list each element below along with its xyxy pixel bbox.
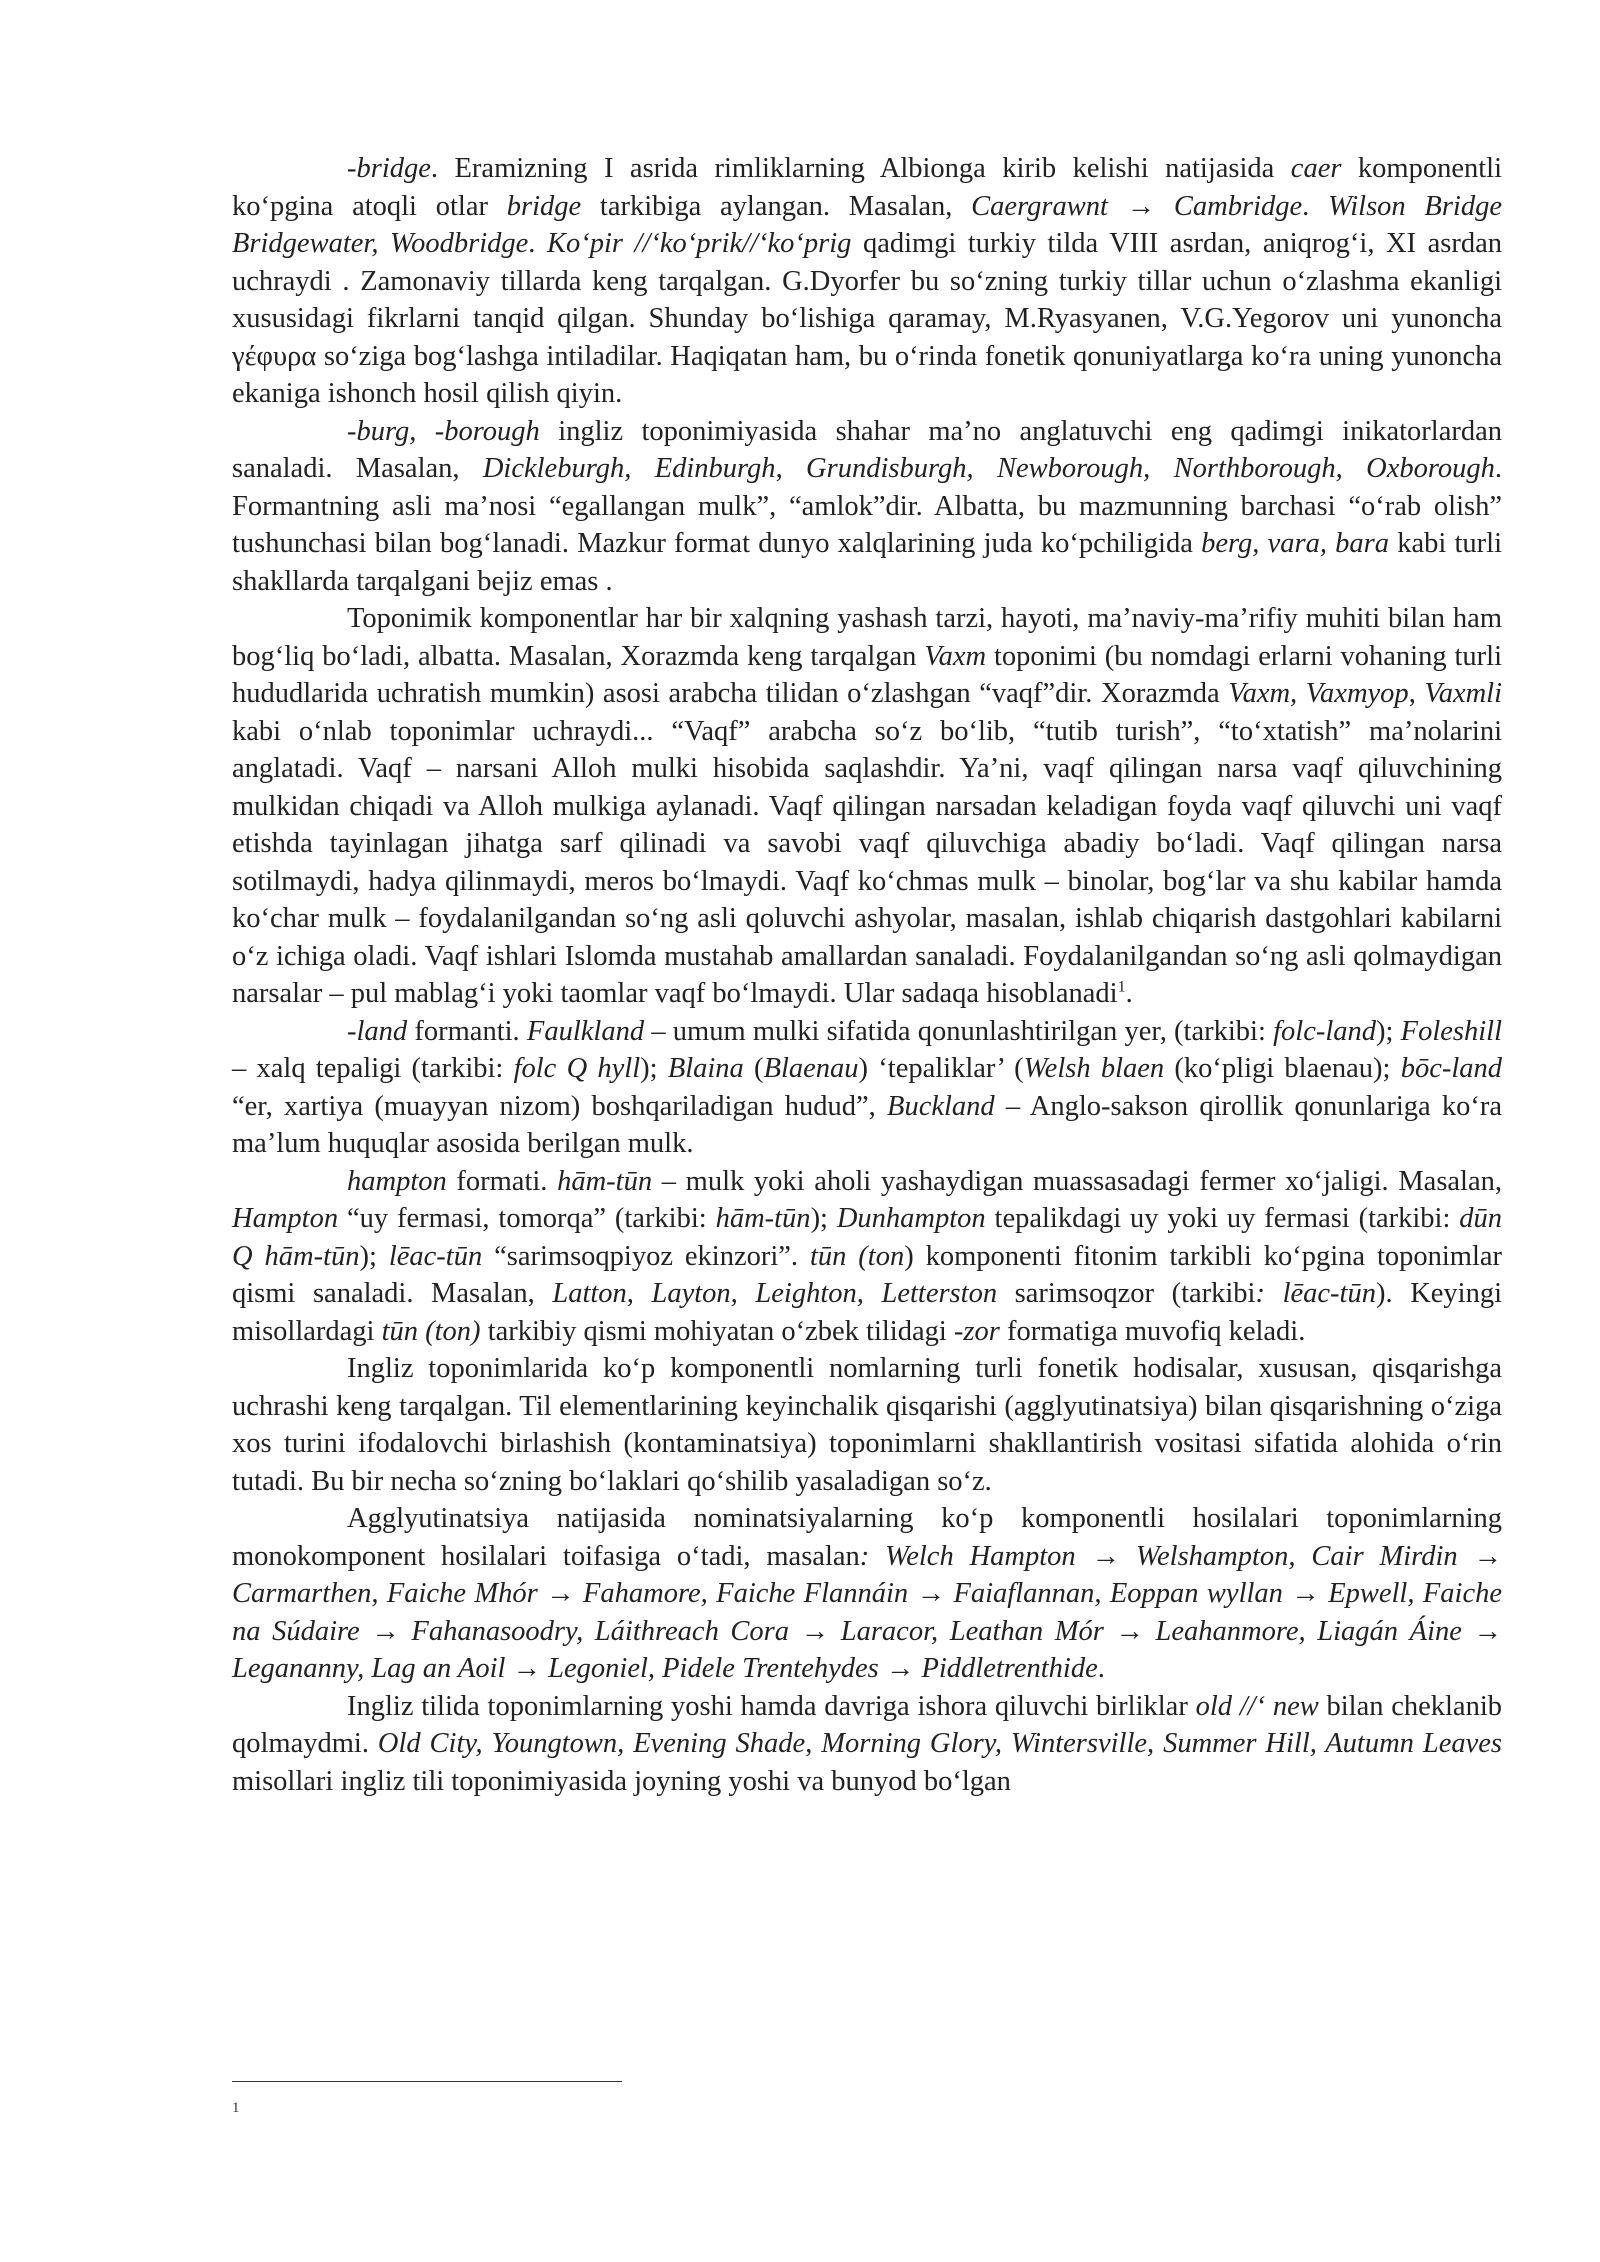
italic-run: -burg, -borough xyxy=(347,415,540,447)
text-run: formatiga muvofiq keladi. xyxy=(999,1315,1306,1347)
italic-run: Vaxm, Vaxmyop xyxy=(1228,678,1409,709)
text-run: misollari ingliz tili toponimiyasida joyning yoshi va bunyod bo‘lgan xyxy=(232,1765,1011,1797)
text-run: – Anglo-sakson qirollik qonunlariga ko‘ra ma’lum huquqlar asosida berilgan mulk. xyxy=(232,1090,1502,1159)
text-run: , xyxy=(1408,678,1425,709)
text-run: . xyxy=(1125,978,1133,1009)
italic-run: Blaenau xyxy=(763,1053,859,1084)
text-run: tarkibiga aylangan. Masalan, xyxy=(581,190,972,222)
italic-run: tūn (ton xyxy=(809,1240,905,1272)
italic-run: Ko‘pir //‘ko‘prik//‘ko‘prig xyxy=(546,228,852,259)
text-run: – umum mulki sifatida qonunlashtirilgan yer, (tarkibi: xyxy=(644,1015,1274,1047)
italic-run: old //‘ new xyxy=(1195,1690,1319,1722)
italic-run: Blaina xyxy=(667,1053,744,1084)
italic-run: -bridge xyxy=(347,153,431,184)
text-run: kabi o‘nlab toponimlar uchraydi... “Vaqf” arabcha so‘z bo‘lib, “tutib turish”, “to‘xtatish” ma’nolarini anglatadi. Vaqf – narsani Alloh mulki hisobida saqlashdir. Ya’ni, vaqf qilingan narsa vaqf qiluvchining mulkidan chiqadi va Alloh mulkiga aylanadi. Vaqf qilingan narsadan keladigan foyda vaqf qiluvchi uni vaqf etishda tayinlagan jihatga sarf qilinadi va savobi vaqf qiluvchiga abadiy bo‘ladi. Vaqf qilingan narsa sotilmaydi, hadya qilinmaydi, meros bo‘lmaydi. Vaqf ko‘chmas mulk – binolar, bog‘lar va shu kabilar hamda ko‘char mulk – foydalanilgandan so‘ng asli qoluvchi ashyolar, masalan, ishlab chiqarish dastgohlari kabilarni o‘z ichiga oladi. Vaqf ishlari Islomda mustahab amallardan sanaladi. Foydalanilgandan so‘ng asli qolmaydigan narsalar – pul mablag‘i yoki taomlar vaqf bo‘lmaydi. Ular sadaqa hisoblanadi xyxy=(232,715,1502,1009)
italic-run: folc Q hyll xyxy=(513,1053,641,1084)
text-run: tarkibiy qismi mohiyatan o‘zbek tilidagi xyxy=(480,1315,954,1347)
text-run: . xyxy=(1302,190,1329,222)
italic-run: Dickleburgh, Edinburgh xyxy=(482,453,776,484)
footnote-reference: 1 xyxy=(1117,978,1126,996)
text-run: ); xyxy=(640,1053,668,1084)
text-run: toponimi (bu nomdagi erlarni vohaning turli hududlarida uchratish mumkin) asosi arabcha tilidan o‘zlashgan “vaqf”dir. Xorazmda xyxy=(232,640,1502,709)
text-run: ); xyxy=(1376,1015,1401,1047)
italic-run: Buckland xyxy=(887,1090,995,1122)
italic-run: berg, vara, bara xyxy=(1201,528,1390,559)
italic-run: : lēac-tūn xyxy=(1255,1278,1376,1309)
italic-run: Dunhampton xyxy=(836,1203,986,1234)
text-run: Ingliz toponimlarida ko‘p komponentli nomlarning turli fonetik hodisalar, xususan, qisqarishga uchrashi keng tarqalgan. Til elementlarining keyinchalik qisqarishi (agglyutinatsiya) bilan qisqarishning o‘ziga xos turini ifodalovchi birlashish (kontaminatsiya) toponimlarni shakllantirish vositasi sifatida alohida o‘rin tutadi. Bu bir necha so‘zning bo‘laklari qo‘shilib yasaladigan so‘z. xyxy=(232,1353,1502,1497)
italic-run: hampton xyxy=(347,1165,447,1197)
text-run: “uy fermasi, tomorqa” (tarkibi: xyxy=(338,1203,716,1234)
text-run: sarimsoqzor (tarkibi xyxy=(997,1278,1256,1309)
italic-run: folc-land xyxy=(1273,1015,1377,1047)
italic-run: Latton, Layton, Leighton, Letterston xyxy=(552,1278,998,1309)
text-run: , xyxy=(805,1728,822,1759)
paragraph xyxy=(232,600,1502,1013)
text-run: . Eramizning I asrida rimliklarning Albionga kirib kelishi natijasida xyxy=(430,153,1291,184)
italic-run: Hampton xyxy=(232,1203,339,1234)
italic-run: Foleshill xyxy=(1400,1015,1502,1047)
text-run: qadimgi turkiy tilda VIII asrdan, aniqrog‘i, XI asrdan uchraydi . Zamonaviy tillarda keng tarqalgan. G.Dyorfer bu so‘zning turkiy tillar uchun o‘zlashma ekanligi xususidagi fikrlarni tanqid qilgan. Shunday bo‘lishiga qaramay, M.Ryasyanen, V.G.Yegorov uni yunoncha γέφυρα so‘ziga bog‘lashga intiladilar. Haqiqatan ham, bu o‘rinda fonetik qonuniyatlarga ko‘ra uning yunoncha ekaniga ishonch hosil qilish qiyin. xyxy=(232,228,1502,409)
paragraph xyxy=(232,1500,1502,1688)
text-run: tepalikdagi uy yoki uy fermasi (tarkibi: xyxy=(985,1203,1460,1234)
text-run: Toponimik komponentlar har bir xalqning yashash tarzi, hayoti, ma’naviy-ma’rifiy muhiti bilan ham bog‘liq bo‘ladi, albatta. Masalan, Xorazmda keng tarqalgan xyxy=(232,603,1502,672)
paragraph xyxy=(232,413,1502,601)
text-run: bilan cheklanib qolmaydmi. xyxy=(232,1690,1503,1759)
text-run: formati. xyxy=(446,1165,558,1197)
italic-run: Faulkland xyxy=(526,1015,645,1047)
text-run: “sarimsoqpiyoz ekinzori”. xyxy=(482,1240,810,1272)
italic-run: tūn (ton) xyxy=(381,1315,481,1347)
italic-run: bōc-land xyxy=(1400,1053,1502,1084)
italic-run: -land xyxy=(347,1015,408,1047)
paragraph xyxy=(232,150,1502,413)
italic-run: Morning Glory, Wintersville, Summer Hill, Autumn Leaves xyxy=(821,1728,1502,1759)
text-run: Agglyutinatsiya natijasida nominatsiyalarning ko‘p komponentli hosilalari toponimlarning monokomponent hosilalari toifasiga o‘tadi, masalan xyxy=(232,1503,1502,1572)
italic-run: Welsh blaen xyxy=(1023,1053,1165,1084)
italic-run: Caergrawnt → Cambridge xyxy=(971,190,1303,222)
text-run: kabi turli shakllarda tarqalgani bejiz emas . xyxy=(232,528,1503,597)
text-run: ingliz toponimiyasida shahar ma’no anglatuvchi eng qadimgi inikatorlardan sanaladi. Masalan, xyxy=(232,415,1502,484)
paragraph xyxy=(232,1013,1502,1163)
italic-run: : Welch Hampton → Welshampton, Cair Mirdin → Carmarthen, Faiche Mhór → Fahamore, Faiche Flannáin → Faiaflannan, Eoppan wyllan → Epwell, Faiche na Súdaire → Fahanasoodry, Láithreach Cora → Laracor, Leathan Mór → Leahanmore, Liagán Áine → Legananny, Lag an Aoil → Legoniel, Pidele Trentehydes → Piddletrenthide xyxy=(232,1540,1502,1684)
text-run: – xalq tepaligi (tarkibi: xyxy=(232,1053,514,1084)
italic-run: Vaxm xyxy=(924,640,987,672)
italic-run: Wilson Bridge Bridgewater, Woodbridge xyxy=(232,190,1502,259)
text-run: . xyxy=(528,228,547,259)
paragraph xyxy=(232,1350,1502,1500)
text-run: ). Keyingi misollardagi xyxy=(232,1278,1503,1347)
text-run: ); xyxy=(359,1240,389,1272)
text-run: (ko‘pligi blaenau); xyxy=(1164,1053,1401,1084)
text-run: komponentli ko‘pgina atoqli otlar xyxy=(232,153,1502,222)
text-run: ( xyxy=(743,1053,764,1084)
paragraph xyxy=(232,1163,1502,1351)
paragraph xyxy=(232,1688,1502,1801)
text-run: ) ‘tepaliklar’ ( xyxy=(858,1053,1024,1084)
italic-run: hām-tūn xyxy=(557,1165,653,1197)
text-run: , xyxy=(775,453,807,484)
italic-run: Vaxmli xyxy=(1424,678,1503,709)
text-run: ) komponenti fitonim tarkibli ko‘pgina toponimlar qismi sanaladi. Masalan, xyxy=(232,1240,1503,1309)
italic-run: -zor xyxy=(953,1315,1000,1347)
italic-run: bridge xyxy=(506,190,582,222)
italic-run: hām-tūn xyxy=(715,1203,811,1234)
text-run: Ingliz tilida toponimlarning yoshi hamda davriga ishora qiluvchi birliklar xyxy=(347,1690,1196,1722)
italic-run: dūn Q hām-tūn xyxy=(232,1203,1502,1272)
footnote-marker: 1 xyxy=(232,2100,240,2116)
text-run: . Formantning asli ma’nosi “egallangan mulk”, “amlok”dir. Albatta, bu mazmunning barchasi “o‘rab olish” tushunchasi bilan bog‘lanadi. Mazkur format dunyo xalqlarining juda ko‘pchiligida xyxy=(232,453,1503,559)
italic-run: Grundisburgh, Newborough, Northborough, Oxborough xyxy=(806,453,1495,484)
italic-run: caer xyxy=(1290,153,1342,184)
text-run: “er, xartiya (muayyan nizom) boshqariladigan hudud”, xyxy=(232,1090,888,1122)
text-run: formanti. xyxy=(407,1015,527,1047)
footnote-separator xyxy=(232,2081,622,2082)
text-run: ); xyxy=(810,1203,837,1234)
document-body xyxy=(232,150,1502,1800)
italic-run: lēac-tūn xyxy=(388,1240,483,1272)
text-run: – mulk yoki aholi yashaydigan muassasadagi fermer xo‘jaligi. Masalan, xyxy=(652,1165,1502,1197)
text-run: . xyxy=(1097,1653,1105,1684)
italic-run: Old City, Youngtown, Evening Shade xyxy=(377,1728,806,1759)
